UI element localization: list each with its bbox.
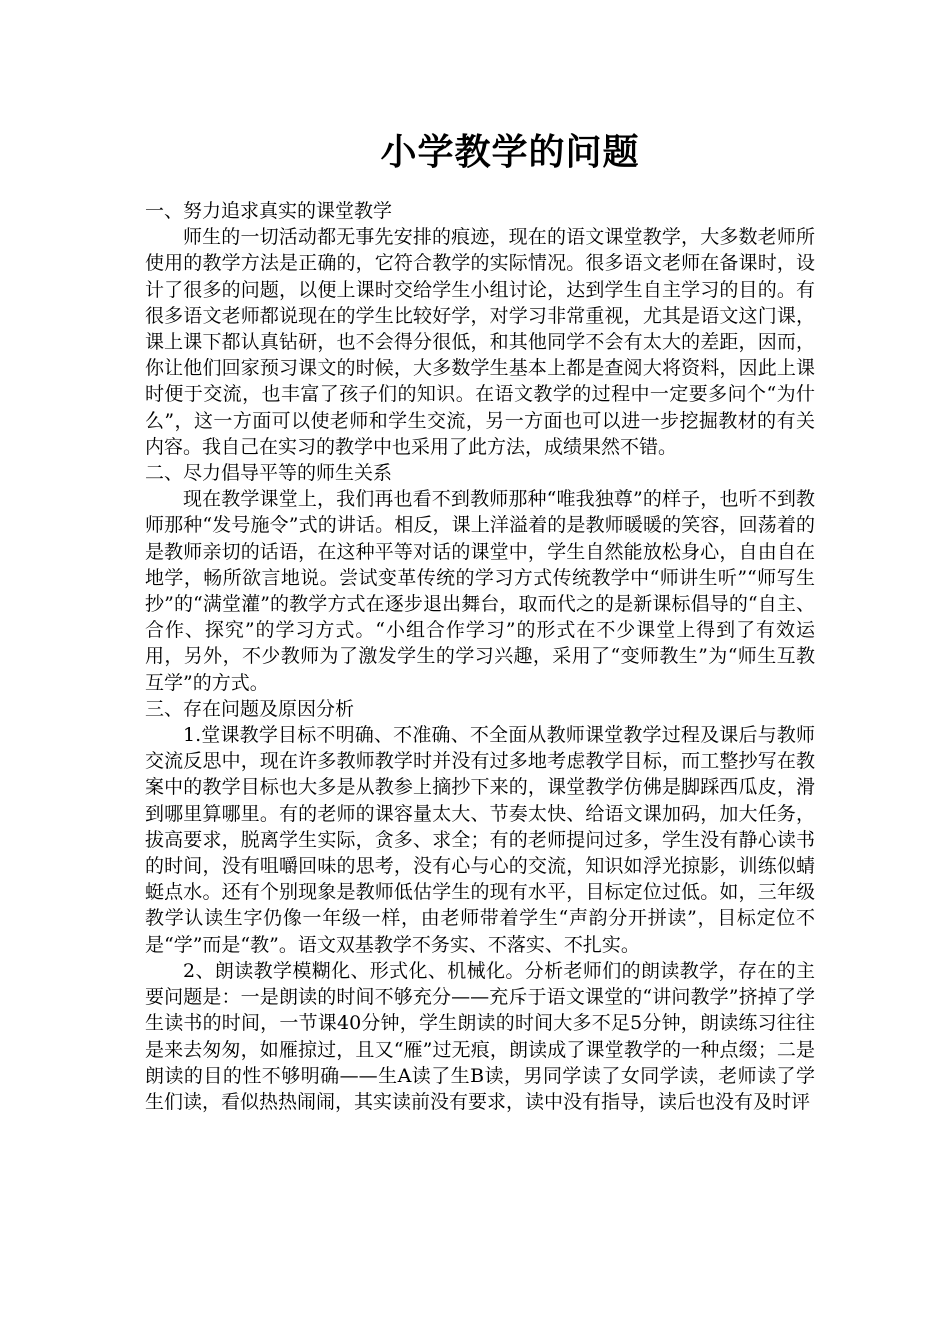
document-body (145, 198, 815, 1115)
section-heading-3: 三、存在问题及原因分析 (145, 697, 355, 720)
document-page (145, 0, 815, 1115)
page-title: 小学教学的问题 (380, 131, 640, 173)
section-heading-2: 二、尽力倡导平等的师生关系 (145, 462, 393, 485)
section-heading-1: 一、努力追求真实的课堂教学 (145, 200, 393, 222)
section-3-paragraph-1: 1.堂课教学目标不明确、不准确、不全面从教师课堂教学过程及课后与教师交流反思中，现在许多教师教学时并没有过多地考虑教学目标，而工整抄写在教案中的教学目标也大多是从教参上摘抄下来的，课堂教学仿佛是脚踩西瓜皮，滑到哪里算哪里。有的老师的课容量太大、节奏太快、给语文课加码，加大任务，拔高要求，脱离学生实际，贪多、求全；有的老师提问过多，学生没有静心读书的时间，没有咀嚼回味的思考，没有心与心的交流，知识如浮光掠影，训练似蜻蜓点水。还有个别现象是教师低估学生的现有水平，目标定位过低。如，三年级教学认读生字仍像一年级一样，由老师带着学生“声韵分开拼读”，目标定位不是“学”而是“教”。语文双基教学不务实、不落实、不扎实。 (145, 724, 815, 956)
section-3-paragraph-2: 2、朗读教学模糊化、形式化、机械化。分析老师们的朗读教学，存在的主要问题是：一是朗读的时间不够充分——充斥于语文课堂的“讲问教学”挤掉了学生读书的时间，一节课40分钟，学生朗读的时间大多不足5分钟，朗读练习往往是来去匆匆，如雁掠过，且又“雁”过无痕，朗读成了课堂教学的一种点缀；二是朗读的目的性不够明确——生A读了生B读，男同学读了女同学读，老师读了学生们读，看似热热闹闹，其实读前没有要求，读中没有指导，读后也没有及时评 (145, 959, 815, 1113)
section-1-paragraph-1: 师生的一切活动都无事先安排的痕迹，现在的语文课堂教学，大多数老师所使用的教学方法是正确的，它符合教学的实际情况。很多语文老师在备课时，设计了很多的问题，以便上课时交给学生小组讨论，达到学生自主学习的目的。有很多语文老师都说现在的学生比较好学，对学习非常重视，尤其是语文这门课，课上课下都认真钻研，也不会得分很低，和其他同学不会有太大的差距，因而，你让他们回家预习课文的时候，大多数学生基本上都是查阅大将资料，因此上课时便于交流，也丰富了孩子们的知识。在语文教学的过程中一定要多问个“为什么”，这一方面可以使老师和学生交流，另一方面也可以进一步挖掘教材的有关内容。我自己在实习的教学中也采用了此方法，成绩果然不错。 (145, 226, 815, 458)
section-2-paragraph-1: 现在教学课堂上，我们再也看不到教师那种“唯我独尊”的样子，也听不到教师那种“发号施令”式的讲话。相反，课上洋溢着的是教师暖暖的笑容，回荡着的是教师亲切的话语，在这种平等对话的课堂中，学生自然能放松身心，自由自在地学，畅所欲言地说。尝试变革传统的学习方式传统教学中“师讲生听”“师写生抄”的“满堂灌”的教学方式在逐步退出舞台，取而代之的是新课标倡导的“自主、合作、探究”的学习方式。“小组合作学习”的形式在不少课堂上得到了有效运用，另外，不少教师为了激发学生的学习兴趣，采用了“变师教生”为“师生互教互学”的方式。 (145, 488, 815, 694)
